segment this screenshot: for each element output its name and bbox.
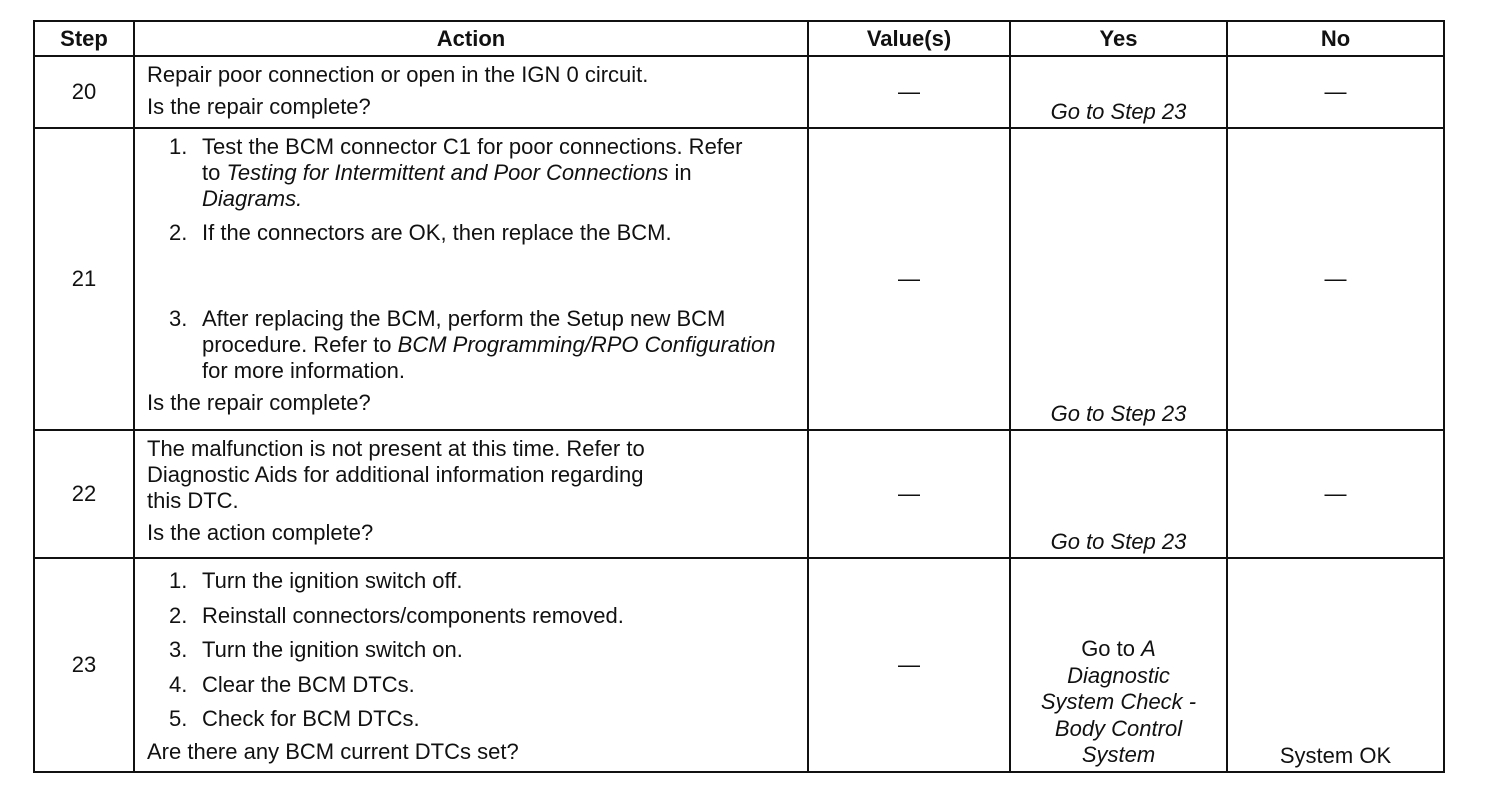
header-row xyxy=(34,21,1444,56)
item-text: Check for BCM DTCs. xyxy=(202,706,420,731)
reference-link[interactable]: Diagnostic xyxy=(1067,662,1170,688)
item-number: 2. xyxy=(169,220,188,245)
table-row-step-20 xyxy=(34,56,1444,128)
action-cell xyxy=(134,558,808,772)
yes-link[interactable]: Go to Step 23 xyxy=(1010,430,1227,558)
item-number: 3. xyxy=(169,306,188,331)
header-action: Action xyxy=(134,21,808,56)
action-text: Repair poor connection or open in the IGN 0 circuit. xyxy=(147,62,649,87)
item-text: for more information. xyxy=(202,358,405,383)
reference-link[interactable]: Body Control xyxy=(1054,715,1183,741)
value-cell: — xyxy=(808,56,1010,128)
step-number: 21 xyxy=(34,128,134,430)
step-number: 23 xyxy=(34,558,134,772)
no-cell: — xyxy=(1227,128,1444,430)
header-no: No xyxy=(1227,21,1444,56)
yes-link[interactable]: Go to Step 23 xyxy=(1010,56,1227,128)
spacer xyxy=(147,246,797,306)
no-cell: — xyxy=(1227,56,1444,128)
reference-link[interactable]: Testing for Intermittent and Poor Connections xyxy=(226,160,669,185)
item-text: Test the BCM connector C1 for poor connections. Refer to xyxy=(202,134,743,185)
value-cell: — xyxy=(808,558,1010,772)
item-number: 5. xyxy=(169,706,188,731)
action-cell xyxy=(134,430,808,558)
action-list xyxy=(147,564,797,737)
reference-link[interactable]: System xyxy=(1081,742,1156,767)
table-row-step-21 xyxy=(34,128,1444,430)
reference-link[interactable]: System Check - xyxy=(1040,689,1197,714)
table-row-step-23 xyxy=(34,558,1444,772)
item-number: 3. xyxy=(169,637,188,662)
question-text: Are there any BCM current DTCs set? xyxy=(147,738,519,764)
item-number: 1. xyxy=(169,568,188,593)
item-text: Turn the ignition switch on. xyxy=(202,637,463,662)
action-text: this DTC. xyxy=(147,488,239,513)
header-values: Value(s) xyxy=(808,21,1010,56)
yes-link[interactable] xyxy=(1010,558,1227,772)
action-list xyxy=(147,134,797,384)
question-text: Is the repair complete? xyxy=(147,390,371,415)
action-text: The malfunction is not present at this time. Refer to xyxy=(147,436,645,461)
yes-link[interactable]: Go to Step 23 xyxy=(1010,128,1227,430)
header-yes: Yes xyxy=(1010,21,1227,56)
item-number: 2. xyxy=(169,602,188,628)
step-number: 22 xyxy=(34,430,134,558)
list-item xyxy=(147,220,797,246)
item-number: 1. xyxy=(169,134,188,159)
list-item xyxy=(147,599,797,634)
question-text: Is the action complete? xyxy=(147,520,374,545)
table-row-step-22 xyxy=(34,430,1444,558)
action-text: Diagnostic Aids for additional information regarding xyxy=(147,462,644,487)
list-item xyxy=(147,702,797,737)
yes-prefix: Go to xyxy=(1081,636,1142,661)
item-number: 4. xyxy=(169,671,188,697)
action-cell xyxy=(134,128,808,430)
list-item xyxy=(147,633,797,668)
list-item xyxy=(147,668,797,703)
value-cell: — xyxy=(808,128,1010,430)
list-item xyxy=(147,134,797,212)
item-text: in xyxy=(668,160,692,185)
question-text: Is the repair complete? xyxy=(147,94,371,119)
no-cell: — xyxy=(1227,430,1444,558)
header-step: Step xyxy=(34,21,134,56)
item-text: Clear the BCM DTCs. xyxy=(202,671,415,697)
reference-link[interactable]: Diagrams. xyxy=(202,186,303,211)
diagnostic-table xyxy=(33,20,1445,773)
action-cell xyxy=(134,56,808,128)
spacer xyxy=(147,212,797,220)
list-item xyxy=(147,306,797,384)
item-text: After replacing the BCM, perform the Setup new BCM procedure. Refer to xyxy=(202,306,726,357)
reference-link[interactable]: A xyxy=(1141,636,1156,661)
step-number: 20 xyxy=(34,56,134,128)
item-text: If the connectors are OK, then replace the BCM. xyxy=(202,220,672,245)
list-item xyxy=(147,564,797,599)
reference-link[interactable]: BCM Programming/RPO Configuration xyxy=(397,332,776,357)
item-text: Turn the ignition switch off. xyxy=(202,568,463,593)
no-cell: System OK xyxy=(1227,558,1444,772)
value-cell: — xyxy=(808,430,1010,558)
item-text: Reinstall connectors/components removed. xyxy=(202,602,624,628)
